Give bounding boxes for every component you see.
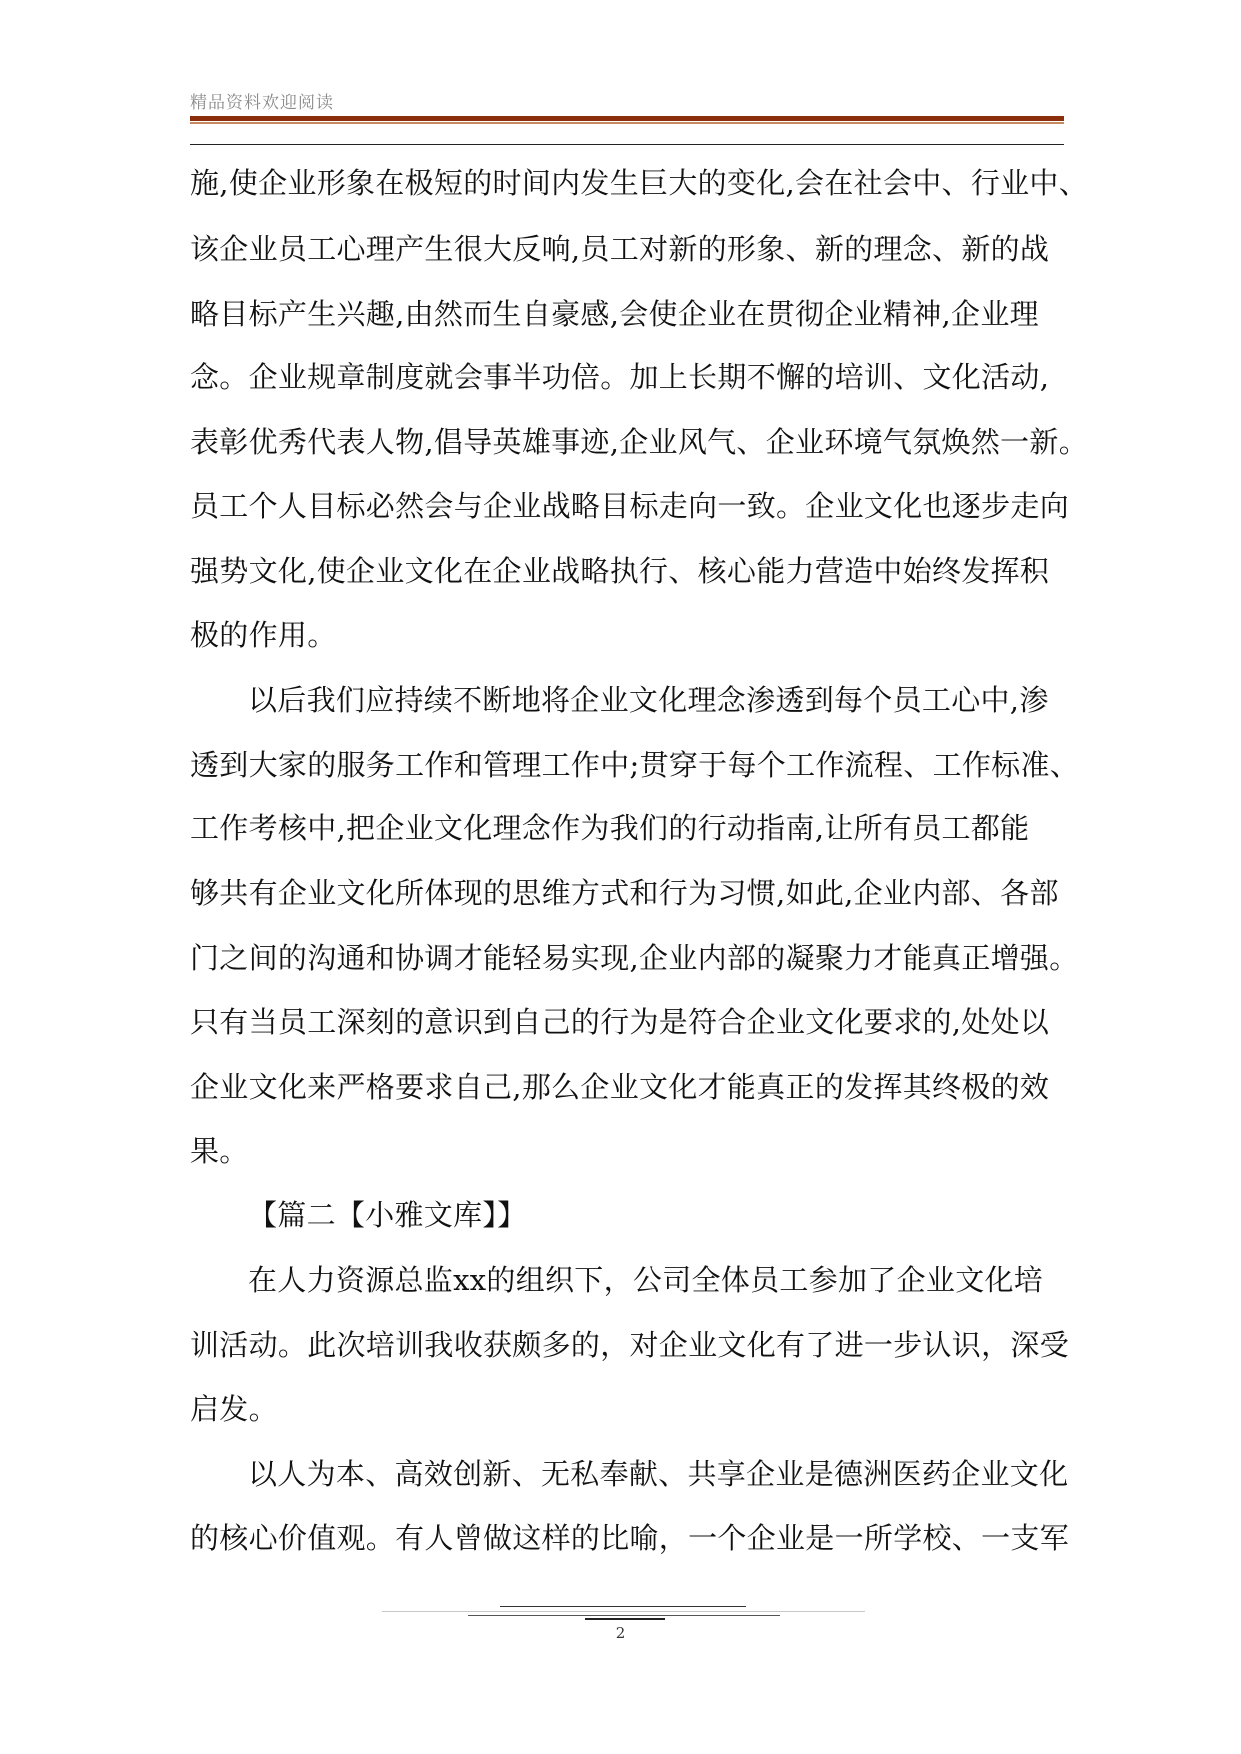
paragraph-first-line: 以人为本、高效创新、无私奉献、共享企业是德洲医药企业文化: [248, 1457, 1069, 1491]
section-heading: 【篇二【小雅文库】】: [248, 1198, 527, 1232]
body-line: 员工个人目标必然会与企业战略目标走向一致。企业文化也逐步走向: [190, 489, 1070, 523]
body-line: 工作考核中,把企业文化理念作为我们的行动指南,让所有员工都能: [190, 811, 1030, 845]
body-line: 念。企业规章制度就会事半功倍。加上长期不懈的培训、文化活动,: [190, 360, 1050, 394]
body-line: 企业文化来严格要求自己,那么企业文化才能真正的发挥其终极的效: [190, 1070, 1050, 1104]
paragraph-first-line: 在人力资源总监xx的组织下，公司全体员工参加了企业文化培: [248, 1263, 1044, 1297]
header-rule-thick: [190, 116, 1064, 121]
body-line: 门之间的沟通和协调才能轻易实现,企业内部的凝聚力才能真正增强。: [190, 941, 1079, 975]
body-line: 该企业员工心理产生很大反响,员工对新的形象、新的理念、新的战: [190, 232, 1050, 266]
header-rule-thin: [190, 144, 1064, 145]
footer-rule: [585, 1618, 665, 1620]
header-text: 精品资料欢迎阅读: [190, 93, 334, 113]
footer-rule: [500, 1606, 746, 1607]
footer-rule: [468, 1615, 780, 1616]
body-line: 够共有企业文化所体现的思维方式和行为习惯,如此,企业内部、各部: [190, 876, 1059, 910]
body-line: 施,使企业形象在极短的时间内发生巨大的变化,会在社会中、行业中、: [190, 166, 1089, 200]
paragraph-first-line: 以后我们应持续不断地将企业文化理念渗透到每个员工心中,渗: [248, 683, 1049, 717]
footer-rule: [382, 1611, 865, 1612]
body-line: 只有当员工深刻的意识到自己的行为是符合企业文化要求的,处处以: [190, 1005, 1050, 1039]
body-line: 略目标产生兴趣,由然而生自豪感,会使企业在贯彻企业精神,企业理: [190, 297, 1039, 331]
body-line: 表彰优秀代表人物,倡导英雄事迹,企业风气、企业环境气氛焕然一新。: [190, 425, 1089, 459]
body-line: 极的作用。: [190, 618, 337, 652]
page-number: 2: [615, 1624, 626, 1642]
header-rule-mid: [190, 122, 1064, 124]
body-line: 透到大家的服务工作和管理工作中;贯穿于每个工作流程、工作标准、: [190, 748, 1080, 782]
body-line: 果。: [190, 1134, 249, 1168]
body-line: 的核心价值观。有人曾做这样的比喻，一个企业是一所学校、一支军: [190, 1521, 1070, 1555]
body-line: 启发。: [190, 1392, 278, 1426]
body-line: 训活动。此次培训我收获颇多的，对企业文化有了进一步认识，深受: [190, 1328, 1070, 1362]
body-line: 强势文化,使企业文化在企业战略执行、核心能力营造中始终发挥积: [190, 554, 1050, 588]
